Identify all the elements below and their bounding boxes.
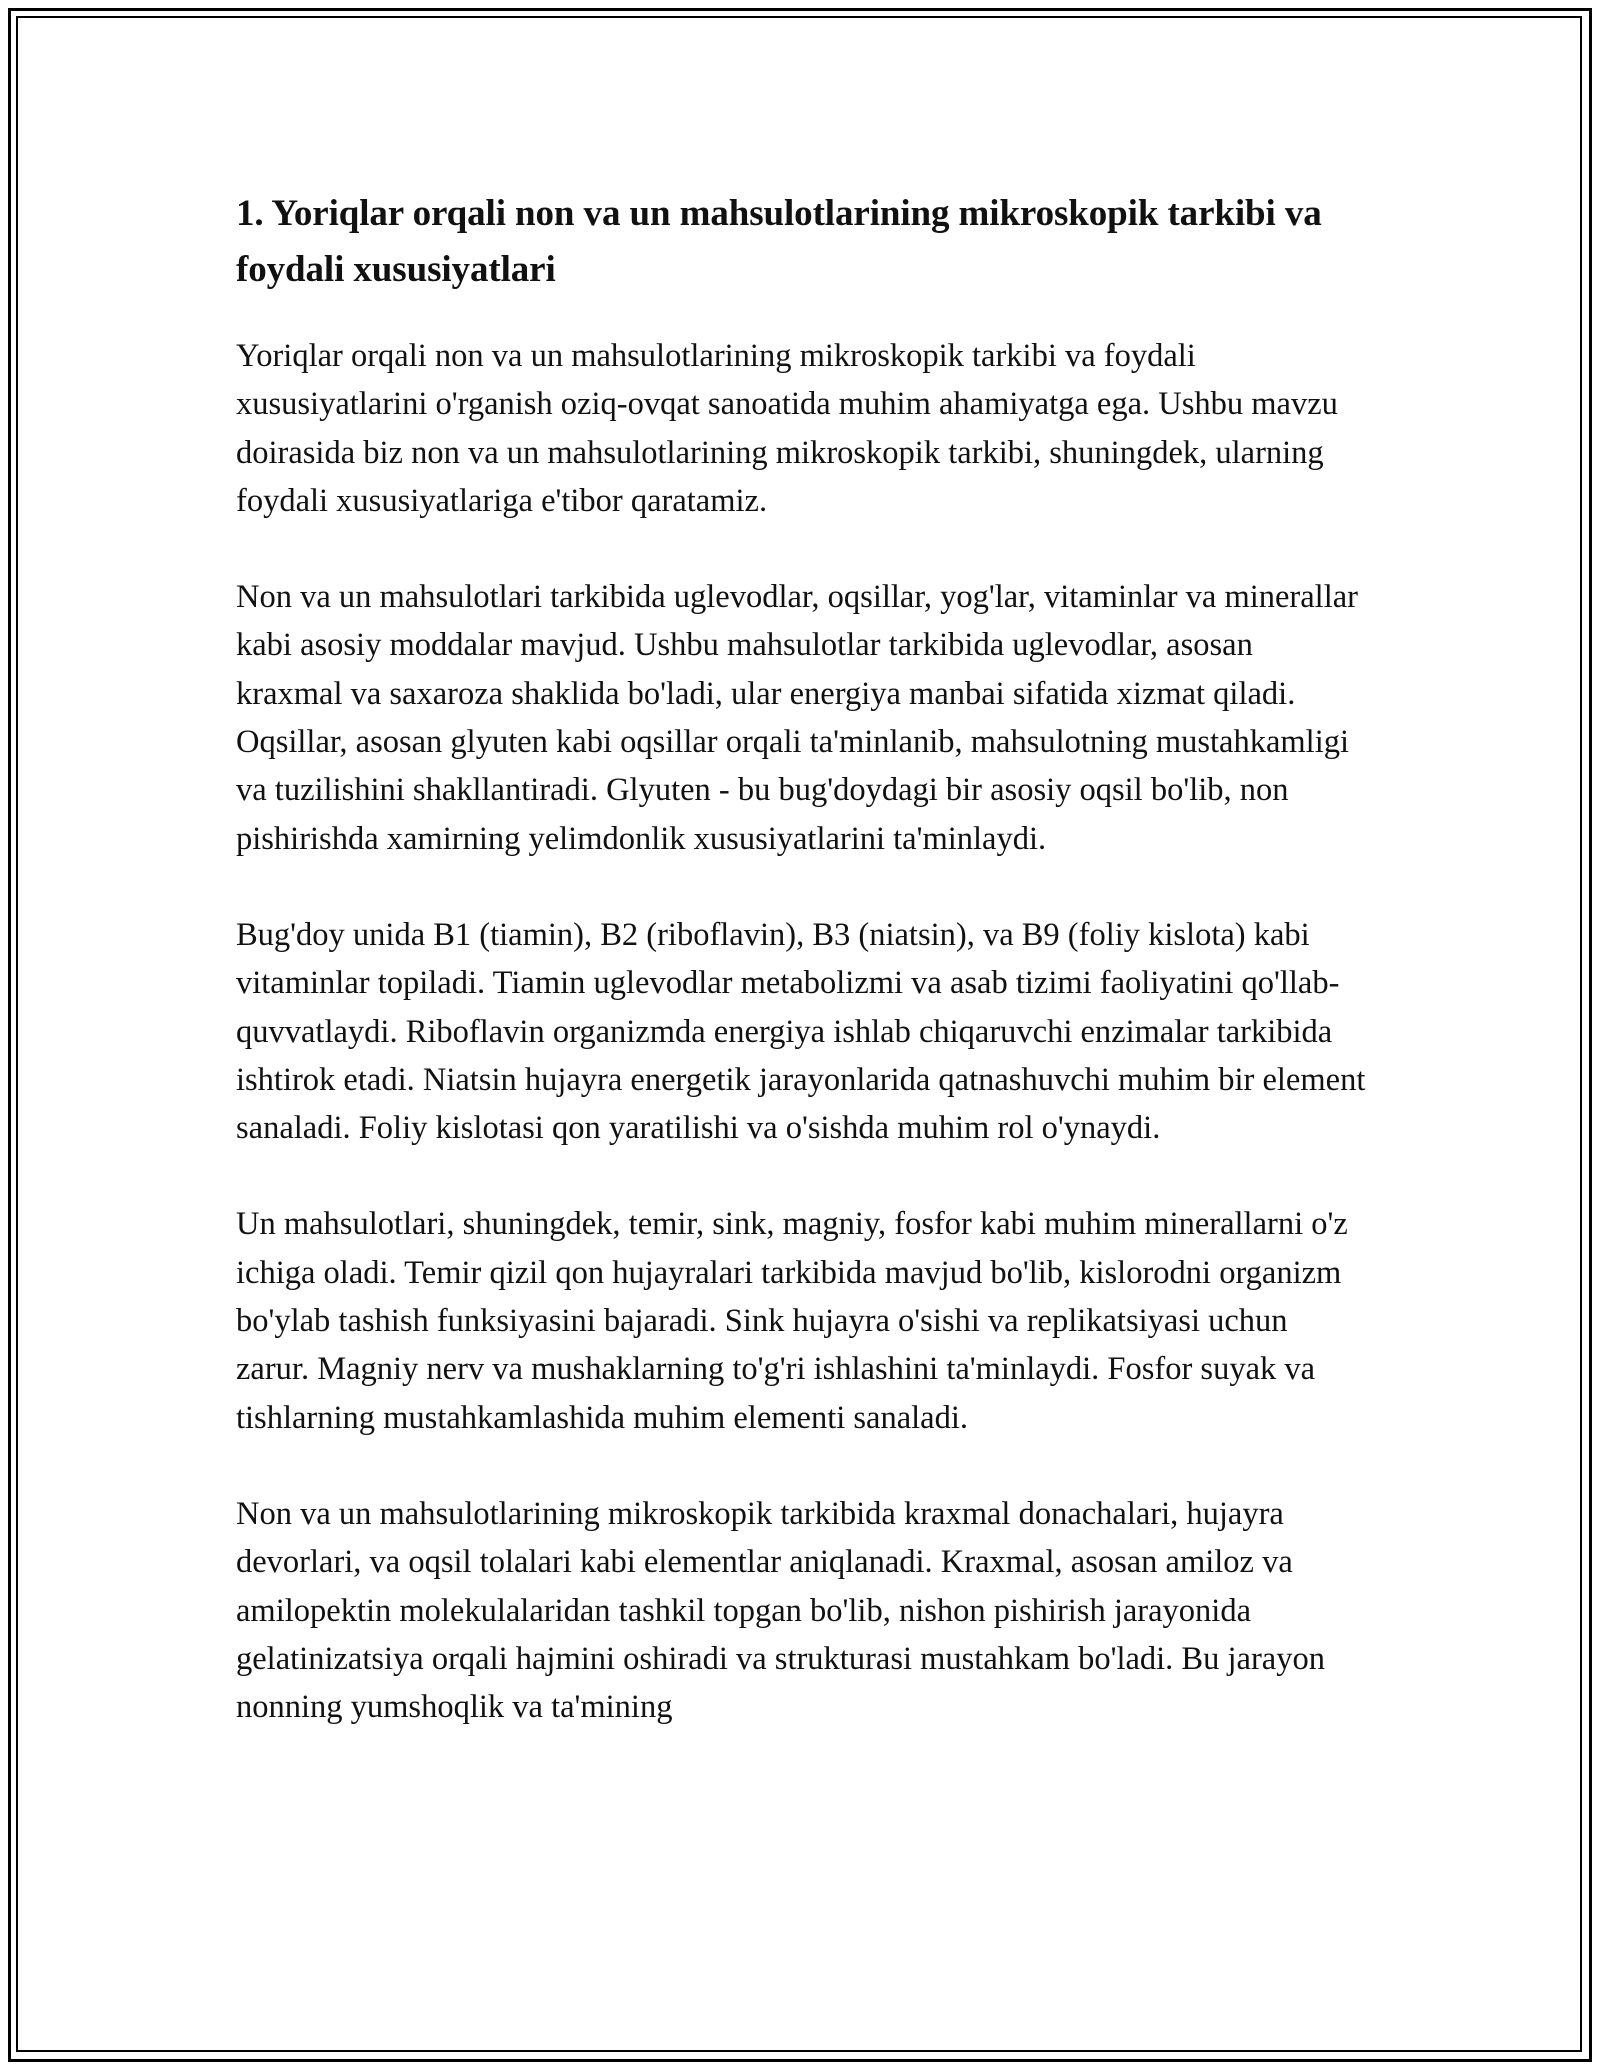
section-heading: 1. Yoriqlar orqali non va un mahsulotlarining mikroskopik tarkibi va foydali xususiyatlari — [236, 193, 1322, 290]
paragraph-vitamins: Bug'doy unida B1 (tiamin), B2 (riboflavin), B3 (niatsin), va B9 (foliy kislota) kabi vitaminlar topiladi. Tiamin uglevodlar metabolizmi va asab tizimi faoliyatini qo'llab-quvvatlaydi. Riboflavin organizmda energiya ishlab chiqaruvchi enzimalar tarkibida ishtirok etadi. Niatsin hujayra energetik jarayonlarida qatnashuvchi muhim bir element sanaladi. Foliy kislotasi qon yaratilishi va o'sishda muhim rol o'ynaydi. — [236, 916, 1366, 1147]
paragraph-intro: Yoriqlar orqali non va un mahsulotlarining mikroskopik tarkibi va foydali xususiyatlarini o'rganish oziq-ovqat sanoatida muhim ahamiyatga ega. Ushbu mavzu doirasida biz non va un mahsulotlarining mikroskopik tarkibi, shuningdek, ularning foydali xususiyatlariga e'tibor qaratamiz. — [236, 338, 1338, 519]
paragraph-minerals: Un mahsulotlari, shuningdek, temir, sink, magniy, fosfor kabi muhim minerallarni o'z ichiga oladi. Temir qizil qon hujayralari tarkibida mavjud bo'lib, kislorodni organizm bo'ylab tashish funksiyasini bajaradi. Sink hujayra o'sishi va replikatsiyasi uchun zarur. Magniy nerv va mushaklarning to'g'ri ishlashini ta'minlaydi. Fosfor suyak va tishlarning mustahkamlashida muhim elementi sanaladi. — [236, 1206, 1348, 1436]
paragraph-nutrients: Non va un mahsulotlari tarkibida uglevodlar, oqsillar, yog'lar, vitaminlar va minerallar kabi asosiy moddalar mavjud. Ushbu mahsulotlar tarkibida uglevodlar, asosan kraxmal va saxaroza shaklida bo'ladi, ular energiya manbai sifatida xizmat qiladi. Oqsillar, asosan glyuten kabi oqsillar orqali ta'minlanib, mahsulotning mustahkamligi va tuzilishini shakllantiradi. Glyuten - bu bug'doydagi bir asosiy oqsil bo'lib, non pishirishda xamirning yelimdonlik xususiyatlarini ta'minlaydi. — [236, 579, 1358, 857]
document-body — [236, 186, 1366, 1779]
paragraph-microstructure: Non va un mahsulotlarining mikroskopik tarkibida kraxmal donachalari, hujayra devorlari, va oqsil tolalari kabi elementlar aniqlanadi. Kraxmal, asosan amiloz va amilopektin molekulalaridan tashkil topgan bo'lib, nishon pishirish jarayonida gelatinizatsiya orqali hajmini oshiradi va strukturasi mustahkam bo'ladi. Bu jarayon nonning yumshoqlik va ta'mining — [236, 1495, 1325, 1726]
